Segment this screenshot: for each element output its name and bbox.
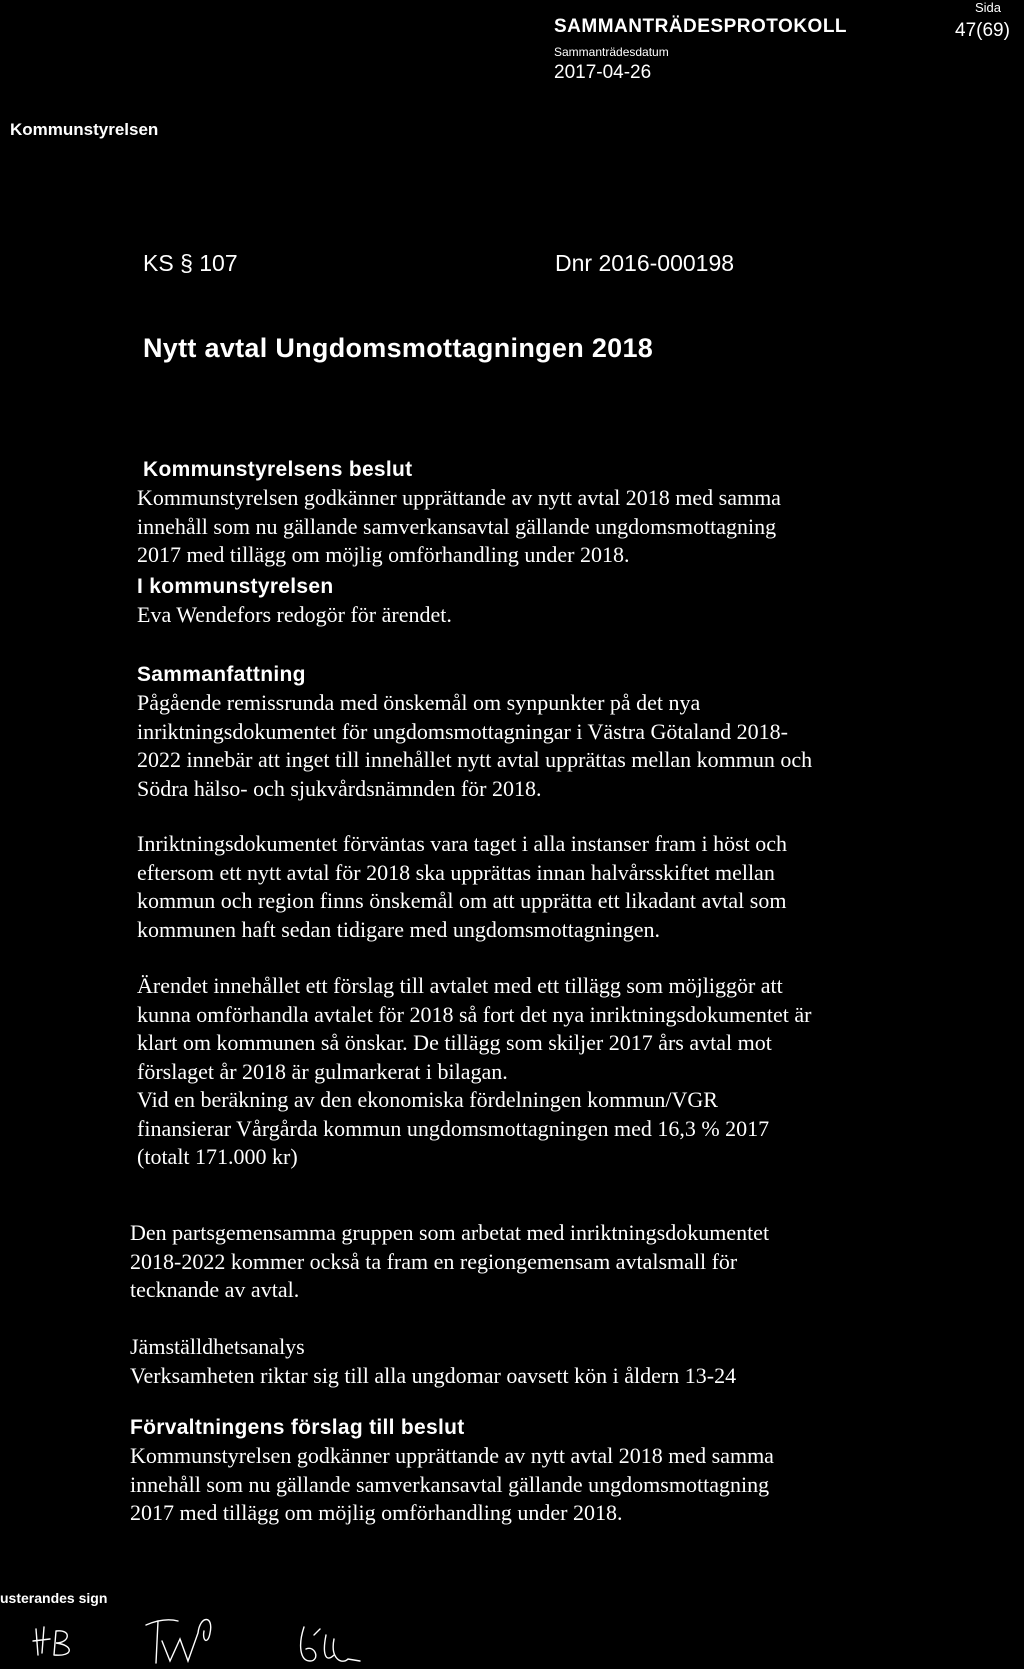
- summary-paragraph-2: Inriktningsdokumentet förväntas vara taget i alla instanser fram i höst och eftersom ett nytt avtal för 2018 ska upprättas innan halvårsskiftet mellan kommun och region finns önskemål om att upprätta ett likadant avtal som kommunen haft sedan tidigare med ungdomsmottagningen.: [137, 831, 788, 942]
- summary-heading: Sammanfattning: [137, 663, 306, 686]
- page-number: 47(69): [955, 20, 1010, 41]
- summary-paragraph-3: Ärendet innehållet ett förslag till avtalet med ett tillägg som möjliggör att kunna omförhandla avtalet för 2018 så fort det nya inriktningsdokumentet är klart om kommunen så önskar. De tillägg som skiljer 2017 års avtal mot förslaget år 2018 är gulmarkerat i bilagan. Vid en beräkning av den ekonomiska fördelningen kommun/VGR finansierar Vårgårda kommun ungdomsmottagningen med 16,3 % 2017 (totalt 171.000 kr): [137, 973, 812, 1169]
- proposal-text: Kommunstyrelsen godkänner upprättande av nytt avtal 2018 med samma innehåll som nu gällande samverkansavtal gällande ungdomsmottagning 2017 med tillägg om möjlig omförhandling under 2018.: [130, 1443, 774, 1525]
- equality-section: [130, 1333, 930, 1390]
- organization-name: Kommunstyrelsen: [10, 120, 159, 139]
- equality-text: Verksamheten riktar sig till alla ungdomar oavsett kön i åldern 13-24: [130, 1362, 737, 1388]
- decision-text: Kommunstyrelsen godkänner upprättande av nytt avtal 2018 med samma innehåll som nu gällande samverkansavtal gällande ungdomsmottagning 2017 med tillägg om möjlig omförhandling under 2018.: [137, 485, 781, 567]
- in-board-heading: I kommunstyrelsen: [137, 575, 334, 598]
- equality-heading: Jämställdhetsanalys: [130, 1334, 305, 1359]
- in-board-text: Eva Wendefors redogör för ärendet.: [137, 602, 452, 627]
- decision-section: [137, 458, 937, 570]
- proposal-section: [130, 1416, 930, 1528]
- proposal-heading: Förvaltningens förslag till beslut: [130, 1416, 465, 1439]
- case-title: Nytt avtal Ungdomsmottagningen 2018: [143, 333, 654, 363]
- paragraph-number: KS § 107: [143, 250, 238, 276]
- in-board-section: [137, 575, 937, 630]
- summary-paragraph-1: Pågående remissrunda med önskemål om synpunkter på det nya inriktningsdokumentet för ungdomsmottagningar i Västra Götaland 2018- 2022 innebär att inget till innehållet nytt avtal upprättas mellan kommun och Södra hälso- och sjukvårdsnämnden för 2018.: [137, 690, 813, 801]
- decision-heading: Kommunstyrelsens beslut: [143, 458, 413, 481]
- signature-initials-1: [30, 1605, 90, 1665]
- meeting-date: 2017-04-26: [554, 62, 652, 83]
- summary-section-continued: [130, 1219, 930, 1305]
- diary-number: Dnr 2016-000198: [555, 250, 735, 276]
- document-type: SAMMANTRÄDESPROTOKOLL: [554, 16, 848, 37]
- signature-initials-3: [290, 1605, 370, 1669]
- meeting-date-label: Sammanträdesdatum: [554, 45, 669, 59]
- signature-label: usterandes sign: [0, 1590, 108, 1606]
- summary-section: [137, 663, 937, 1172]
- page-label: Sida: [975, 0, 1002, 15]
- summary-paragraph-4: Den partsgemensamma gruppen som arbetat med inriktningsdokumentet 2018-2022 kommer också ta fram en regiongemensam avtalsmall för tecknande av avtal.: [130, 1220, 770, 1302]
- signature-initials-2: [140, 1605, 230, 1669]
